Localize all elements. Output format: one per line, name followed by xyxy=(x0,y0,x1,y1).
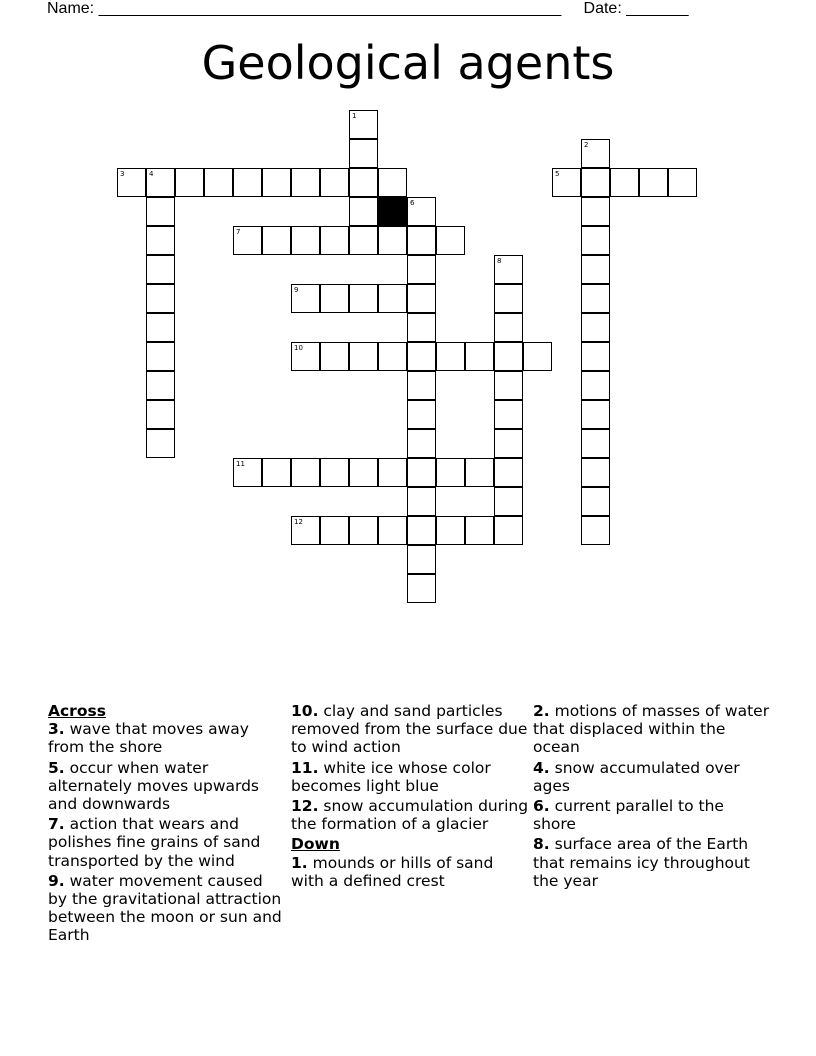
grid-cell[interactable] xyxy=(378,342,407,371)
clue-across-11 xyxy=(291,759,529,795)
grid-cell[interactable] xyxy=(349,110,378,139)
clue-text: clay and sand particles removed from the surface due to wind action xyxy=(291,702,528,757)
grid-cell[interactable] xyxy=(639,168,668,197)
grid-cell[interactable] xyxy=(146,400,175,429)
grid-cell[interactable] xyxy=(320,516,349,545)
clue-text: surface area of the Earth that remains icy throughout the year xyxy=(533,835,750,890)
clue-text: water movement caused by the gravitational attraction between the moon or sun and Earth xyxy=(48,871,282,945)
clue-column-2 xyxy=(291,702,529,892)
grid-cell[interactable] xyxy=(465,516,494,545)
grid-cell[interactable] xyxy=(320,342,349,371)
grid-cell[interactable] xyxy=(378,516,407,545)
grid-cell[interactable] xyxy=(494,255,523,284)
clue-across-10 xyxy=(291,702,529,757)
cell-number: 11 xyxy=(236,460,245,468)
grid-cell[interactable] xyxy=(262,226,291,255)
grid-cell[interactable] xyxy=(146,429,175,458)
grid-cell[interactable] xyxy=(349,342,378,371)
grid-cell[interactable] xyxy=(407,284,436,313)
grid-cell[interactable] xyxy=(494,342,523,371)
cell-number: 8 xyxy=(497,257,502,265)
cell-number: 5 xyxy=(555,170,560,178)
grid-cell[interactable] xyxy=(407,516,436,545)
grid-cell[interactable] xyxy=(581,197,610,226)
grid-cell[interactable] xyxy=(581,371,610,400)
clue-text: mounds or hills of sand with a defined crest xyxy=(291,853,494,890)
clue-number: 1. xyxy=(291,853,308,872)
grid-cell[interactable] xyxy=(291,342,320,371)
grid-cell[interactable] xyxy=(581,458,610,487)
grid-cell[interactable] xyxy=(581,516,610,545)
grid-cell[interactable] xyxy=(146,284,175,313)
grid-cell[interactable] xyxy=(581,400,610,429)
grid-cell[interactable] xyxy=(552,168,581,197)
grid-cell[interactable] xyxy=(494,458,523,487)
grid-cell[interactable] xyxy=(320,226,349,255)
cell-number: 9 xyxy=(294,286,299,294)
grid-cell[interactable] xyxy=(494,516,523,545)
grid-cell[interactable] xyxy=(407,400,436,429)
name-field[interactable]: ____________________________________________________ xyxy=(98,0,562,17)
grid-cell[interactable] xyxy=(233,458,262,487)
grid-cell[interactable] xyxy=(117,168,146,197)
grid-cell[interactable] xyxy=(291,458,320,487)
grid-cell[interactable] xyxy=(494,284,523,313)
grid-cell[interactable] xyxy=(291,168,320,197)
clue-number: 12. xyxy=(291,797,319,816)
grid-cell[interactable] xyxy=(262,168,291,197)
grid-cell[interactable] xyxy=(494,371,523,400)
grid-cell[interactable] xyxy=(581,487,610,516)
clue-number: 10. xyxy=(291,702,319,720)
clue-column-1 xyxy=(48,702,286,947)
grid-cell[interactable] xyxy=(581,313,610,342)
grid-cell[interactable] xyxy=(465,342,494,371)
clue-number: 7. xyxy=(48,815,65,834)
grid-cell[interactable] xyxy=(436,516,465,545)
clue-text: motions of masses of water that displaced within the ocean xyxy=(533,702,770,757)
grid-cell[interactable] xyxy=(407,371,436,400)
grid-cell[interactable] xyxy=(436,342,465,371)
grid-cell[interactable] xyxy=(581,284,610,313)
grid-cell[interactable] xyxy=(407,226,436,255)
grid-cell[interactable] xyxy=(378,168,407,197)
grid-cell[interactable] xyxy=(610,168,639,197)
grid-cell[interactable] xyxy=(378,284,407,313)
grid-cell[interactable] xyxy=(465,458,494,487)
grid-cell[interactable] xyxy=(233,226,262,255)
clue-number: 4. xyxy=(533,758,550,777)
grid-cell[interactable] xyxy=(407,429,436,458)
grid-cell[interactable] xyxy=(494,400,523,429)
grid-cell[interactable] xyxy=(146,255,175,284)
grid-cell[interactable] xyxy=(378,226,407,255)
cell-number: 7 xyxy=(236,228,241,236)
cell-number: 2 xyxy=(584,141,589,149)
clue-across-9 xyxy=(48,872,286,945)
grid-cell[interactable] xyxy=(494,487,523,516)
clue-across-7 xyxy=(48,815,286,870)
cell-number: 10 xyxy=(294,344,303,352)
clue-number: 2. xyxy=(533,702,550,720)
grid-cell[interactable] xyxy=(581,342,610,371)
block-cell xyxy=(378,197,407,226)
clue-down-8 xyxy=(533,835,771,890)
date-label: Date: xyxy=(583,0,622,17)
grid-cell[interactable] xyxy=(146,313,175,342)
grid-cell[interactable] xyxy=(349,458,378,487)
grid-cell[interactable] xyxy=(146,197,175,226)
clue-text: wave that moves away from the shore xyxy=(48,720,249,757)
grid-cell[interactable] xyxy=(494,313,523,342)
clue-down-2 xyxy=(533,702,771,757)
grid-cell[interactable] xyxy=(349,284,378,313)
clue-text: current parallel to the shore xyxy=(533,797,724,834)
clue-number: 11. xyxy=(291,758,319,777)
down-heading: Down xyxy=(291,835,340,854)
grid-cell[interactable] xyxy=(320,284,349,313)
grid-cell[interactable] xyxy=(407,458,436,487)
grid-cell[interactable] xyxy=(523,342,552,371)
cell-number: 12 xyxy=(294,518,303,526)
cell-number: 3 xyxy=(120,170,125,178)
grid-cell[interactable] xyxy=(349,226,378,255)
grid-cell[interactable] xyxy=(233,168,262,197)
grid-cell[interactable] xyxy=(407,197,436,226)
clue-across-5 xyxy=(48,759,286,814)
clue-number: 6. xyxy=(533,797,550,816)
grid-cell[interactable] xyxy=(494,429,523,458)
grid-cell[interactable] xyxy=(581,255,610,284)
grid-cell[interactable] xyxy=(668,168,697,197)
grid-cell[interactable] xyxy=(146,371,175,400)
clue-down-1 xyxy=(291,854,529,890)
grid-cell[interactable] xyxy=(407,545,436,574)
grid-cell[interactable] xyxy=(407,342,436,371)
grid-cell[interactable] xyxy=(204,168,233,197)
grid-cell[interactable] xyxy=(320,168,349,197)
cell-number: 6 xyxy=(410,199,415,207)
grid-cell[interactable] xyxy=(291,226,320,255)
clue-across-12 xyxy=(291,797,529,833)
grid-cell[interactable] xyxy=(581,168,610,197)
name-label: Name: xyxy=(47,0,95,17)
across-heading: Across xyxy=(48,702,106,720)
grid-cell[interactable] xyxy=(146,168,175,197)
grid-cell[interactable] xyxy=(146,342,175,371)
grid-cell[interactable] xyxy=(175,168,204,197)
date-field[interactable]: _______ xyxy=(626,0,689,17)
clue-down-4 xyxy=(533,759,771,795)
grid-cell[interactable] xyxy=(581,139,610,168)
grid-cell[interactable] xyxy=(349,197,378,226)
grid-cell[interactable] xyxy=(581,226,610,255)
clue-column-3 xyxy=(533,702,771,892)
clue-number: 8. xyxy=(533,835,550,854)
grid-cell[interactable] xyxy=(436,226,465,255)
clue-across-3 xyxy=(48,720,286,756)
grid-cell[interactable] xyxy=(146,226,175,255)
clue-number: 3. xyxy=(48,720,65,739)
grid-cell[interactable] xyxy=(407,487,436,516)
grid-cell[interactable] xyxy=(320,458,349,487)
grid-cell[interactable] xyxy=(378,458,407,487)
grid-cell[interactable] xyxy=(291,284,320,313)
page-title: Geological agents xyxy=(201,36,615,90)
cell-number: 4 xyxy=(149,170,154,178)
clue-number: 5. xyxy=(48,758,65,777)
grid-cell[interactable] xyxy=(291,516,320,545)
clue-text: snow accumulation during the formation of a glacier xyxy=(291,797,529,834)
grid-cell[interactable] xyxy=(349,139,378,168)
clue-text: action that wears and polishes fine grains of sand transported by the wind xyxy=(48,815,261,870)
grid-cell[interactable] xyxy=(349,516,378,545)
grid-cell[interactable] xyxy=(407,313,436,342)
clue-text: occur when water alternately moves upwards and downwards xyxy=(48,758,260,814)
clue-text: white ice whose color becomes light blue xyxy=(291,758,491,795)
clue-number: 9. xyxy=(48,871,65,890)
clue-text: snow accumulated over ages xyxy=(533,758,740,795)
grid-cell[interactable] xyxy=(407,574,436,603)
grid-cell[interactable] xyxy=(407,255,436,284)
clue-down-6 xyxy=(533,797,771,833)
grid-cell[interactable] xyxy=(436,458,465,487)
cell-number: 1 xyxy=(352,112,357,120)
grid-cell[interactable] xyxy=(581,429,610,458)
grid-cell[interactable] xyxy=(262,458,291,487)
grid-cell[interactable] xyxy=(349,168,378,197)
